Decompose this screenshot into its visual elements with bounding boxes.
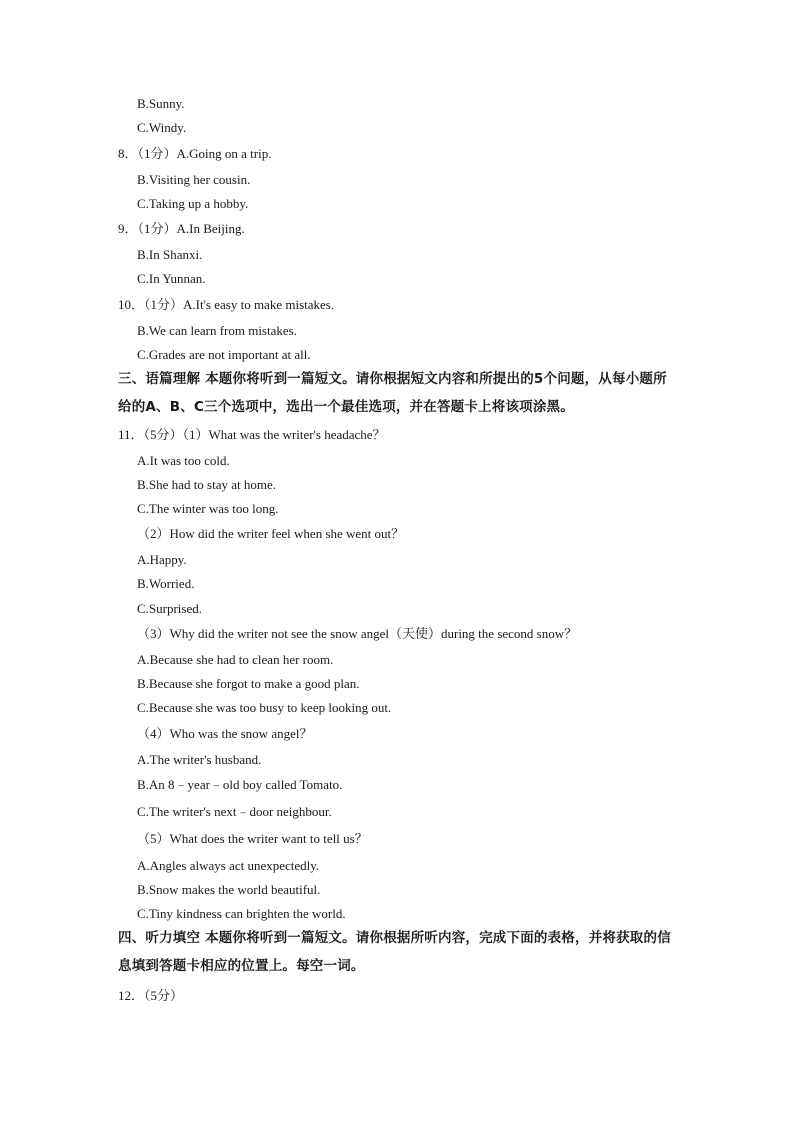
q8-option-c: C.Taking up a hobby. (137, 196, 249, 211)
q11-4-option-b: B.An 8﹣year﹣old boy called Tomato. (137, 777, 343, 792)
q11-1-option-a: A.It was too cold. (137, 453, 230, 468)
q9-option-b: B.In Shanxi. (137, 247, 203, 262)
q10-header: 10．（1分）A.It's easy to make mistakes. (118, 297, 335, 312)
q11-4-option-a: A.The writer's husband. (137, 752, 262, 767)
q11-1-option-c: C.The winter was too long. (137, 501, 279, 516)
q11-2-option-c: C.Surprised. (137, 601, 202, 616)
q11-2-option-a: A.Happy. (137, 552, 187, 567)
q11-2-question: （2）How did the writer feel when she went out？ (137, 526, 405, 541)
q11-3-question: （3）Why did the writer not see the snow angel（天使）during the second snow？ (137, 626, 578, 641)
section-4-instructions: 四、听力填空 本题你将听到一篇短文。请你根据所听内容，完成下面的表格，并将获取的信息填到答题卡相应的位置上。每空一词。 (118, 930, 671, 974)
q11-4-question: （4）Who was the snow angel？ (137, 726, 313, 741)
q8-header: 8．（1分）A.Going on a trip. (118, 146, 272, 161)
q11-5-option-a: A.Angles always act unexpectedly. (137, 858, 320, 873)
q7-option-c: C.Windy. (137, 120, 187, 135)
q9-header: 9．（1分）A.In Beijing. (118, 221, 245, 236)
q11-3-option-a: A.Because she had to clean her room. (137, 652, 334, 667)
q11-3-option-c: C.Because she was too busy to keep looking out. (137, 700, 392, 715)
q11-5-option-c: C.Tiny kindness can brighten the world. (137, 906, 346, 921)
q11-5-option-b: B.Snow makes the world beautiful. (137, 882, 321, 897)
q12-header: 12．（5分） (118, 988, 184, 1003)
q8-option-b: B.Visiting her cousin. (137, 172, 251, 187)
section-3-instructions: 三、语篇理解 本题你将听到一篇短文。请你根据短文内容和所提出的5个问题，从每小题所给的A、B、C三个选项中，选出一个最佳选项，并在答题卡上将该项涂黑。 (118, 371, 667, 415)
q11-4-option-c: C.The writer's next﹣door neighbour. (137, 804, 332, 819)
q11-1-option-b: B.She had to stay at home. (137, 477, 277, 492)
q7-option-b: B.Sunny. (137, 96, 185, 111)
q11-header: 11．（5分）（1）What was the writer's headache？ (118, 427, 386, 442)
q9-option-c: C.In Yunnan. (137, 271, 206, 286)
q11-3-option-b: B.Because she forgot to make a good plan. (137, 676, 360, 691)
q11-5-question: （5）What does the writer want to tell us？ (137, 831, 368, 846)
q10-option-c: C.Grades are not important at all. (137, 347, 311, 362)
q11-2-option-b: B.Worried. (137, 576, 195, 591)
q10-option-b: B.We can learn from mistakes. (137, 323, 297, 338)
